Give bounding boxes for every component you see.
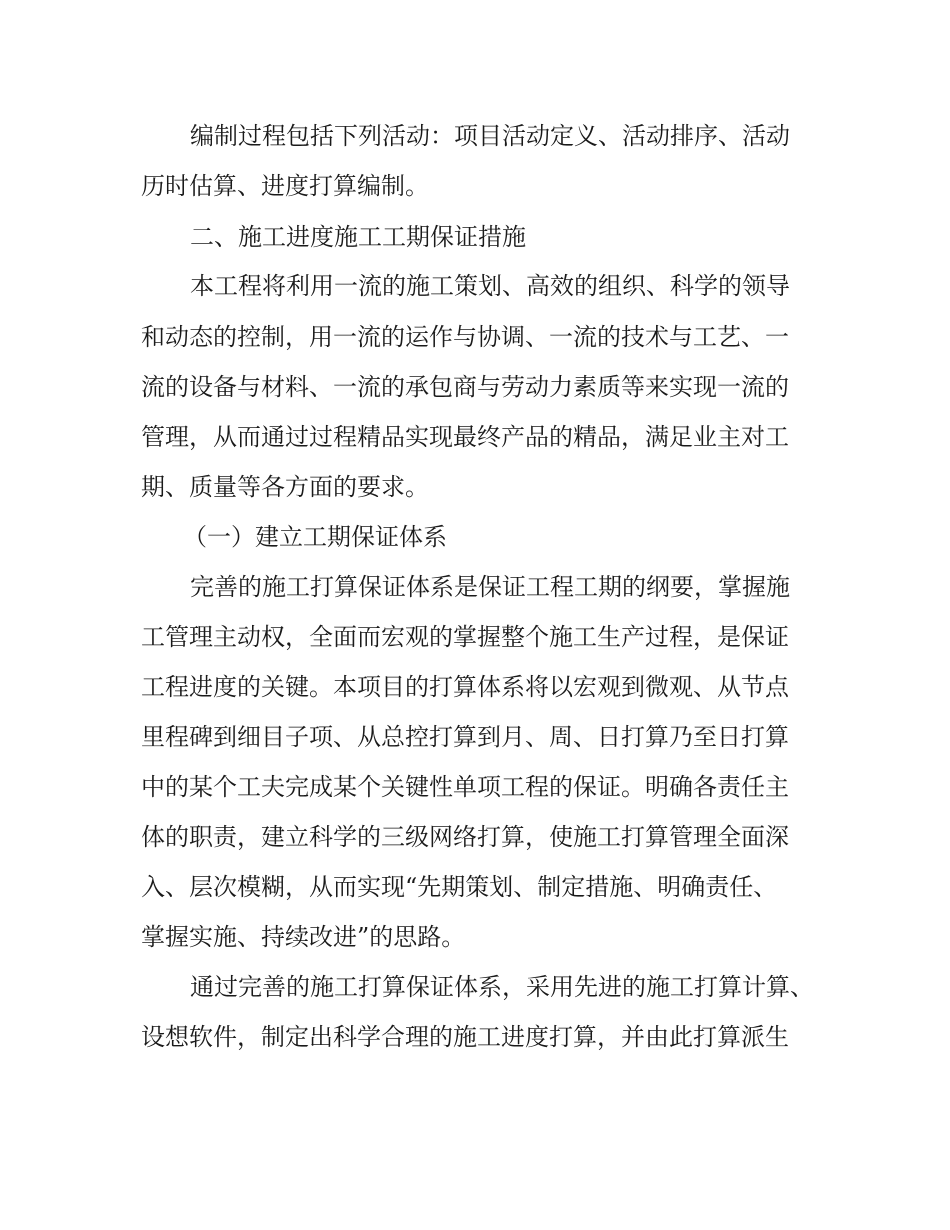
text-line: 期、质量等各方面的要求。 xyxy=(141,473,429,501)
text-line: 流的设备与材料、一流的承包商与劳动力素质等来实现一流的 xyxy=(141,373,789,401)
text-line: 工程进度的关键。本项目的打算体系将以宏观到微观、从节点 xyxy=(141,673,789,701)
text-line: 里程碑到细目子项、从总控打算到月、周、日打算乃至日打算 xyxy=(141,723,789,751)
section-heading: 二、施工进度施工工期保证措施 xyxy=(190,223,526,251)
subsection-heading: （一）建立工期保证体系 xyxy=(183,523,447,551)
text-line: 和动态的控制，用一流的运作与协调、一流的技术与工艺、一 xyxy=(141,323,789,351)
text-line: 体的职责，建立科学的三级网络打算，使施工打算管理全面深 xyxy=(141,823,789,851)
text-line: 入、层次模糊，从而实现“先期策划、制定措施、明确责任、 xyxy=(141,873,778,901)
text-line: 本工程将利用一流的施工策划、高效的组织、科学的领导 xyxy=(190,272,790,300)
text-line: 完善的施工打算保证体系是保证工程工期的纲要，掌握施 xyxy=(190,573,790,601)
text-line: 工管理主动权，全面而宏观的掌握整个施工生产过程，是保证 xyxy=(141,623,789,651)
text-line: 历时估算、进度打算编制。 xyxy=(141,172,429,200)
text-line: 掌握实施、持续改进”的思路。 xyxy=(141,923,466,951)
text-line: 编制过程包括下列活动：项目活动定义、活动排序、活动 xyxy=(190,122,790,150)
text-line: 设想软件，制定出科学合理的施工进度打算，并由此打算派生 xyxy=(141,1023,789,1051)
text-line: 中的某个工夫完成某个关键性单项工程的保证。明确各责任主 xyxy=(141,773,789,801)
text-line: 通过完善的施工打算保证体系，采用先进的施工打算计算、 xyxy=(190,973,814,1001)
text-line: 管理，从而通过过程精品实现最终产品的精品，满足业主对工 xyxy=(141,423,789,451)
